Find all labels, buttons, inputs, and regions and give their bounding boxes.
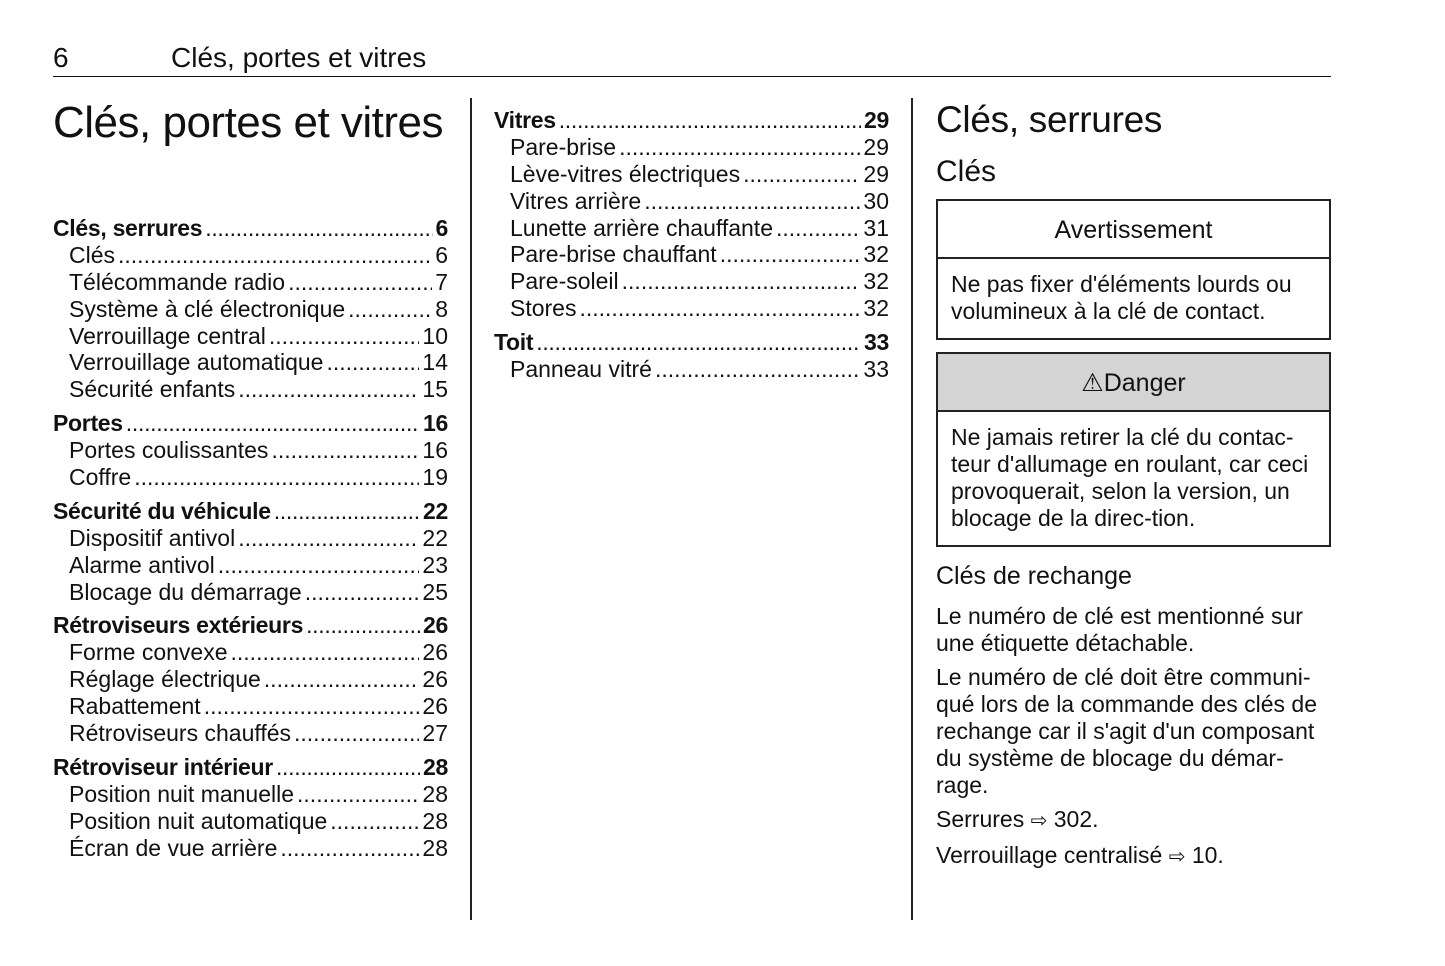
dot-leader — [205, 215, 432, 242]
toc-section-entry[interactable] — [53, 215, 448, 242]
toc-subsection-entry[interactable] — [53, 269, 448, 296]
toc-entry-title: Rétroviseurs extérieurs — [53, 612, 304, 639]
arrow-right-icon: ⇨ — [1030, 810, 1048, 832]
toc-group — [53, 215, 448, 403]
dot-leader — [330, 808, 419, 835]
toc-subsection-entry[interactable] — [53, 349, 448, 376]
toc-subsection-entry[interactable] — [494, 134, 889, 161]
dot-leader — [218, 552, 420, 579]
toc-section-entry[interactable] — [53, 612, 448, 639]
page-number: 6 — [53, 42, 69, 73]
reference-page: 302. — [1053, 806, 1099, 832]
dot-leader — [204, 693, 420, 720]
toc-entry-title: Dispositif antivol — [69, 524, 236, 551]
toc-entry-title: Télécommande radio — [69, 268, 286, 295]
danger-text: Ne jamais retirer la clé du contac-teur d'allumage en roulant, car ceci provoquerait, selon la version, un blocage de la direc-tion. — [951, 424, 1309, 531]
toc-entry-page: 22 — [423, 497, 448, 524]
toc-entry-title: Vitres — [494, 107, 556, 133]
toc-entry-title: Portes coulissantes — [69, 437, 269, 464]
toc-entry-title: Alarme antivol — [69, 551, 215, 578]
paragraph: Le numéro de clé est mentionné sur une étiquette détachable. — [936, 603, 1303, 656]
toc-subsection-entry[interactable] — [53, 376, 448, 403]
toc-entry-title: Position nuit manuelle — [69, 780, 295, 807]
toc-subsection-entry[interactable] — [53, 808, 448, 835]
toc-entry-page: 29 — [863, 133, 889, 160]
section-content — [936, 98, 1331, 878]
dot-leader — [238, 376, 419, 403]
toc-subsection-entry[interactable] — [494, 215, 889, 242]
toc-entry-title: Lunette arrière chauffante — [510, 214, 773, 241]
toc-entry-page: 8 — [435, 295, 448, 322]
subsection-title: Clés — [936, 155, 997, 188]
toc-entry-page: 31 — [863, 214, 889, 241]
dot-leader — [280, 835, 419, 862]
dot-leader — [276, 754, 420, 781]
reference-page: 10. — [1191, 842, 1224, 868]
toc-subsection-entry[interactable] — [53, 835, 448, 862]
paragraph: Le numéro de clé doit être communi-qué lors de la commande des clés de rechange car il s'agit d'un composant du système de blocage du démar-rage. — [936, 664, 1317, 798]
column-divider — [911, 98, 913, 920]
toc-entry-page: 30 — [863, 187, 889, 214]
toc-entry-title: Réglage électrique — [69, 666, 261, 693]
toc-entry-title: Rétroviseur intérieur — [53, 753, 273, 780]
toc-entry-title: Coffre — [69, 464, 132, 491]
dot-leader — [118, 242, 432, 269]
toc-subsection-entry[interactable] — [53, 464, 448, 491]
toc-entry-page: 23 — [422, 551, 448, 578]
toc-subsection-entry[interactable] — [53, 693, 448, 720]
toc-subsection-entry[interactable] — [53, 296, 448, 323]
toc-entry-title: Clés, serrures — [53, 215, 203, 241]
toc-entry-title: Panneau vitré — [510, 356, 652, 383]
toc-section-entry[interactable] — [53, 754, 448, 781]
toc-entry-title: Sécurité enfants — [69, 376, 236, 403]
toc-entry-title: Pare-brise chauffant — [510, 241, 717, 268]
toc-entry-title: Rétroviseurs chauffés — [69, 720, 292, 747]
arrow-right-icon: ⇨ — [1168, 846, 1186, 868]
dot-leader — [274, 498, 420, 525]
dot-leader — [743, 161, 860, 188]
toc-group — [494, 107, 889, 322]
toc-section-entry[interactable] — [53, 498, 448, 525]
toc-group — [494, 329, 889, 383]
toc-entry-title: Rabattement — [69, 693, 201, 720]
section-title: Clés, serrures — [936, 99, 1163, 140]
toc-entry-page: 29 — [863, 160, 889, 187]
toc-group — [53, 498, 448, 606]
toc-entry-page: 15 — [422, 376, 448, 403]
toc-section-entry[interactable] — [494, 107, 889, 134]
toc-entry-title: Blocage du démarrage — [69, 578, 302, 605]
toc-subsection-entry[interactable] — [53, 781, 448, 808]
warning-triangle-icon: ⚠ — [1081, 369, 1104, 397]
toc-entry-page: 22 — [422, 524, 448, 551]
toc-entry-page: 28 — [422, 834, 448, 861]
toc-subsection-entry[interactable] — [53, 242, 448, 269]
toc-section-entry[interactable] — [53, 410, 448, 437]
dot-leader — [720, 241, 861, 268]
toc-entry-page: 26 — [422, 666, 448, 693]
toc-group — [53, 410, 448, 491]
toc-entry-title: Écran de vue arrière — [69, 834, 278, 861]
toc-subsection-entry[interactable] — [494, 161, 889, 188]
toc-entry-page: 26 — [422, 693, 448, 720]
toc-entry-page: 6 — [435, 215, 448, 241]
toc-entry-title: Clés — [69, 241, 116, 268]
toc-entry-page: 28 — [422, 780, 448, 807]
cross-reference[interactable] — [936, 806, 1331, 835]
toc-entry-page: 33 — [863, 356, 889, 383]
toc-entry-page: 26 — [423, 612, 448, 639]
running-title: Clés, portes et vitres — [171, 42, 427, 73]
toc-entry-page: 32 — [863, 295, 889, 322]
toc-entry-page: 32 — [863, 268, 889, 295]
toc-section-entry[interactable] — [494, 329, 889, 356]
danger-heading: Danger — [1103, 369, 1186, 397]
toc-subsection-entry[interactable] — [494, 268, 889, 295]
dot-leader — [264, 666, 420, 693]
toc-entry-page: 19 — [422, 464, 448, 491]
toc-entry-page: 28 — [423, 753, 448, 780]
toc-entry-page: 14 — [422, 349, 448, 376]
warning-heading: Avertissement — [938, 201, 1329, 259]
chapter-title: Clés, portes et vitres — [53, 98, 444, 147]
dot-leader — [126, 410, 420, 437]
reference-text: Serrures — [936, 806, 1025, 832]
toc-entry-title: Forme convexe — [69, 639, 228, 666]
dot-leader — [271, 437, 419, 464]
toc-entry-title: Vitres arrière — [510, 187, 642, 214]
toc-group — [53, 612, 448, 746]
dot-leader — [619, 134, 860, 161]
table-of-contents — [53, 215, 448, 868]
dot-leader — [294, 720, 419, 747]
table-of-contents-continued — [494, 107, 889, 390]
dot-leader — [231, 639, 420, 666]
toc-subsection-entry[interactable] — [53, 552, 448, 579]
toc-entry-page: 10 — [422, 322, 448, 349]
page-header — [53, 42, 1331, 77]
dot-leader — [326, 349, 419, 376]
toc-subsection-entry[interactable] — [53, 720, 448, 747]
dot-leader — [644, 188, 860, 215]
toc-subsection-entry[interactable] — [494, 241, 889, 268]
toc-entry-title: Stores — [510, 295, 577, 322]
dot-leader — [297, 781, 419, 808]
dot-leader — [306, 612, 420, 639]
danger-heading-bar — [938, 354, 1329, 412]
cross-reference[interactable] — [936, 842, 1331, 871]
toc-entry-page: 29 — [864, 107, 889, 133]
toc-entry-page: 33 — [864, 329, 889, 356]
toc-entry-page: 25 — [422, 578, 448, 605]
toc-entry-page: 6 — [435, 241, 448, 268]
warning-box — [936, 199, 1331, 340]
reference-text: Verrouillage centralisé — [936, 842, 1163, 868]
dot-leader — [269, 323, 420, 350]
dot-leader — [776, 215, 860, 242]
dot-leader — [305, 579, 420, 606]
toc-subsection-entry[interactable] — [53, 437, 448, 464]
toc-entry-title: Système à clé électronique — [69, 295, 346, 322]
dot-leader — [579, 295, 860, 322]
dot-leader — [134, 464, 419, 491]
dot-leader — [559, 107, 861, 134]
toc-subsection-entry[interactable] — [494, 188, 889, 215]
toc-entry-title: Sécurité du véhicule — [53, 497, 271, 524]
toc-entry-page: 26 — [422, 639, 448, 666]
toc-entry-page: 28 — [422, 807, 448, 834]
dot-leader — [622, 268, 861, 295]
toc-entry-page: 7 — [435, 268, 448, 295]
dot-leader — [536, 329, 861, 356]
column-divider — [470, 98, 472, 920]
toc-subsection-entry[interactable] — [494, 356, 889, 383]
toc-entry-title: Toit — [494, 329, 534, 356]
dot-leader — [288, 269, 432, 296]
danger-box — [936, 352, 1331, 547]
toc-entry-page: 16 — [423, 410, 448, 437]
toc-subsection-entry[interactable] — [494, 295, 889, 322]
dot-leader — [348, 296, 432, 323]
toc-entry-title: Pare-brise — [510, 133, 617, 160]
toc-entry-title: Lève-vitres électriques — [510, 160, 741, 187]
toc-subsection-entry[interactable] — [53, 639, 448, 666]
toc-entry-page: 32 — [863, 241, 889, 268]
dot-leader — [655, 356, 860, 383]
toc-group — [53, 754, 448, 862]
toc-entry-page: 16 — [422, 437, 448, 464]
toc-subsection-entry[interactable] — [53, 579, 448, 606]
toc-subsection-entry[interactable] — [53, 323, 448, 350]
toc-entry-page: 27 — [422, 720, 448, 747]
toc-entry-title: Verrouillage central — [69, 322, 266, 349]
dot-leader — [238, 525, 419, 552]
spare-keys-title: Clés de rechange — [936, 562, 1132, 590]
warning-text: Ne pas fixer d'éléments lourds ou volumineux à la clé de contact. — [951, 271, 1292, 324]
toc-entry-title: Pare-soleil — [510, 268, 619, 295]
toc-subsection-entry[interactable] — [53, 666, 448, 693]
toc-entry-title: Verrouillage automatique — [69, 349, 324, 376]
toc-entry-title: Position nuit automatique — [69, 807, 328, 834]
toc-subsection-entry[interactable] — [53, 525, 448, 552]
toc-entry-title: Portes — [53, 410, 123, 437]
